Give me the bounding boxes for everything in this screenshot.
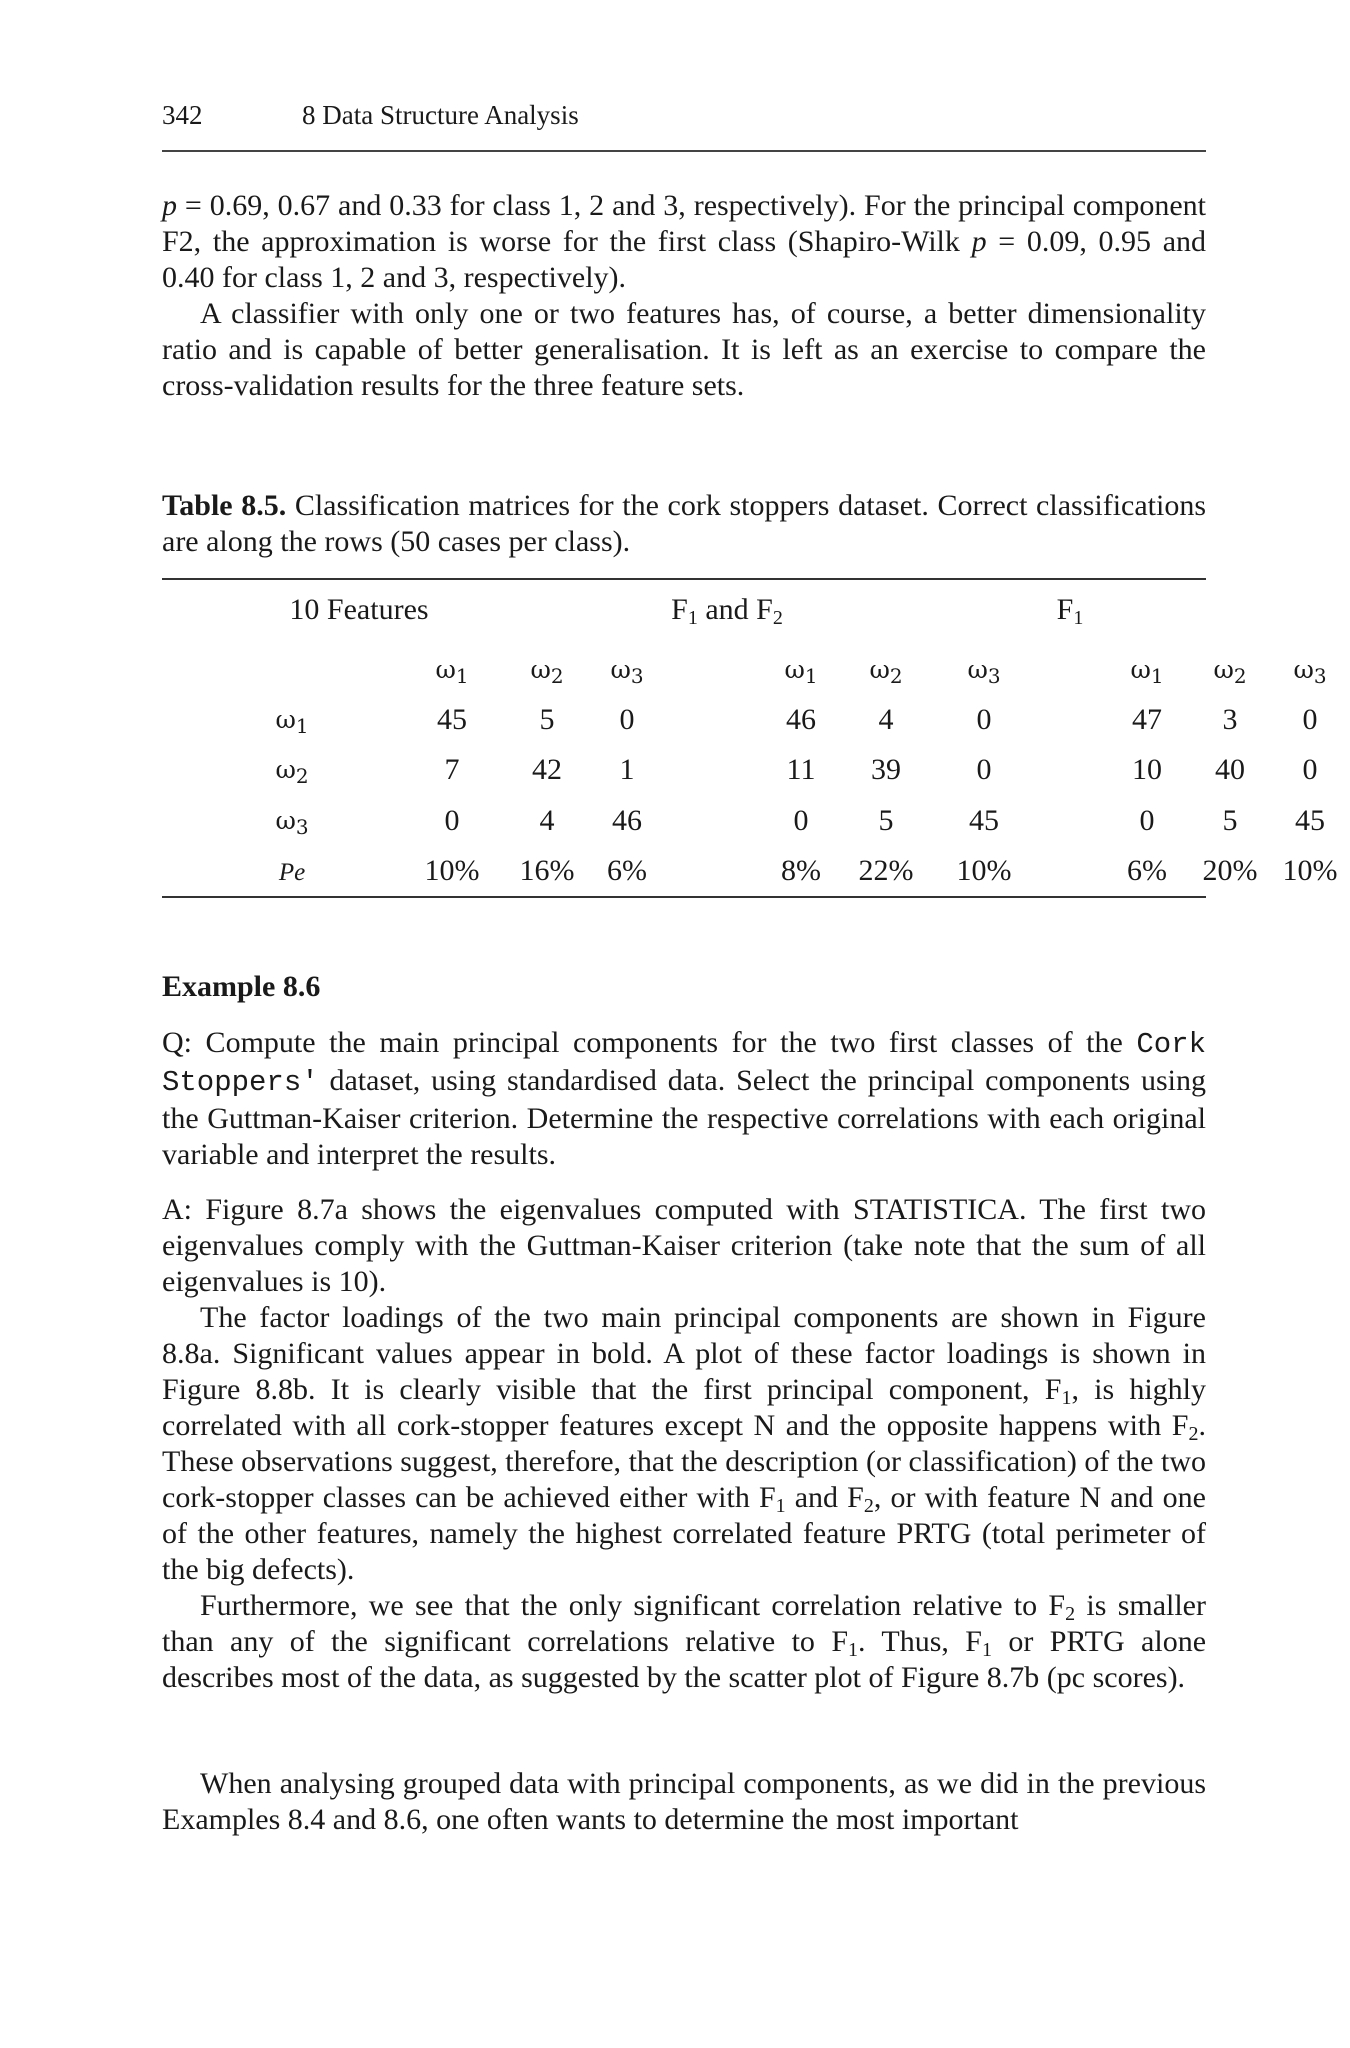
a3-sub-2: 1 bbox=[848, 1639, 859, 1661]
classification-table bbox=[162, 590, 1338, 890]
page-number: 342 bbox=[162, 100, 203, 130]
column-header bbox=[1213, 652, 1246, 688]
table-cell: 0 bbox=[1302, 753, 1318, 786]
table-cell: 11 bbox=[786, 753, 816, 786]
answer-paragraph-2 bbox=[162, 1300, 1206, 1588]
g2-sub-1: 1 bbox=[687, 607, 698, 629]
table-cell: 0 bbox=[1139, 804, 1155, 837]
a3-sub-1: 2 bbox=[1065, 1603, 1076, 1625]
a2-part-4: and F bbox=[785, 1481, 864, 1514]
column-header bbox=[530, 652, 563, 688]
omega-symbol: ω bbox=[610, 655, 631, 684]
a3-part-4: or PRTG alone describes most of the data, as suggested by the scatter plot of Figure 8.7b (pc scores). bbox=[162, 1625, 1207, 1694]
table-cell: 45 bbox=[969, 804, 999, 837]
table-cell: 4 bbox=[539, 804, 555, 837]
omega-subscript: 1 bbox=[804, 664, 818, 688]
pe-cell: 10% bbox=[424, 854, 480, 887]
pe-cell: 20% bbox=[1202, 854, 1258, 887]
omega-symbol: ω bbox=[1293, 655, 1314, 684]
example-question bbox=[162, 1025, 1206, 1173]
page-header bbox=[162, 100, 1206, 152]
p-variable-2: p bbox=[971, 225, 987, 258]
omega-symbol: ω bbox=[275, 755, 296, 784]
omega-subscript: 1 bbox=[295, 714, 309, 738]
column-header bbox=[1130, 652, 1163, 688]
column-header bbox=[967, 652, 1000, 688]
omega-symbol: ω bbox=[530, 655, 551, 684]
omega-symbol: ω bbox=[435, 655, 456, 684]
a3-part-3: . Thus, F bbox=[858, 1625, 982, 1658]
table-cell: 5 bbox=[1222, 804, 1238, 837]
column-header bbox=[610, 652, 643, 688]
table-label: Table 8.5. bbox=[162, 489, 287, 522]
running-title: 8 Data Structure Analysis bbox=[302, 100, 579, 130]
pe-cell: 22% bbox=[858, 854, 914, 887]
pe-cell: 6% bbox=[1127, 854, 1167, 887]
table-cell: 46 bbox=[612, 804, 642, 837]
omega-subscript: 3 bbox=[295, 815, 309, 839]
table-cell: 42 bbox=[532, 753, 562, 786]
table-cell: 5 bbox=[878, 804, 894, 837]
row-header bbox=[275, 803, 308, 839]
omega-subscript: 2 bbox=[1233, 664, 1247, 688]
omega-subscript: 3 bbox=[987, 664, 1001, 688]
answer-paragraph-3 bbox=[162, 1588, 1206, 1696]
table-cell: 0 bbox=[619, 703, 635, 736]
group-header-f1 bbox=[1057, 592, 1084, 628]
pe-label: Pe bbox=[278, 859, 306, 886]
omega-subscript: 2 bbox=[889, 664, 903, 688]
row-header bbox=[275, 752, 308, 788]
a3-part-1: Furthermore, we see that the only significant correlation relative to F bbox=[200, 1589, 1066, 1622]
g3-sub: 1 bbox=[1073, 607, 1084, 629]
omega-symbol: ω bbox=[784, 655, 805, 684]
intro-text-b: = 0.09, 0.95 and 0.40 for class 1, 2 and 3, respectively). bbox=[162, 225, 1207, 294]
table-cell: 45 bbox=[1295, 804, 1325, 837]
g3-f: F bbox=[1056, 593, 1074, 626]
omega-subscript: 2 bbox=[295, 764, 309, 788]
table-cell: 7 bbox=[444, 753, 460, 786]
a2-part-3: . These observations suggest, therefore, that the description (or classification) of the two cork-stopper classes can be achieved either with F bbox=[162, 1409, 1206, 1514]
g2-f: F bbox=[671, 593, 688, 626]
table-cell: 4 bbox=[878, 703, 894, 736]
table-cell: 5 bbox=[539, 703, 555, 736]
answer-paragraph-1: A: Figure 8.7a shows the eigenvalues computed with STATISTICA. The first two eigenvalues comply with the Guttman-Kaiser criterion (take note that the sum of all eigenvalues is 10). bbox=[162, 1193, 1206, 1298]
omega-symbol: ω bbox=[275, 806, 296, 835]
column-header bbox=[435, 652, 468, 688]
a3-sub-3: 1 bbox=[981, 1639, 992, 1661]
omega-subscript: 2 bbox=[550, 664, 564, 688]
a2-sub-2: 2 bbox=[1188, 1423, 1199, 1445]
table-cell: 0 bbox=[976, 753, 992, 786]
example-title: Example 8.6 bbox=[162, 970, 321, 1003]
omega-subscript: 3 bbox=[1313, 664, 1327, 688]
dataset-name: Cork Stoppers' bbox=[162, 1028, 1206, 1099]
table-cell: 46 bbox=[786, 703, 816, 736]
pe-cell: 6% bbox=[607, 854, 647, 887]
table-cell: 47 bbox=[1132, 703, 1162, 736]
pe-cell: 8% bbox=[781, 854, 821, 887]
omega-symbol: ω bbox=[869, 655, 890, 684]
omega-subscript: 1 bbox=[455, 664, 469, 688]
omega-symbol: ω bbox=[1130, 655, 1151, 684]
table-cell: 0 bbox=[444, 804, 460, 837]
question-prefix: Q: Compute the main principal components for the two first classes of the bbox=[162, 1026, 1137, 1059]
omega-subscript: 1 bbox=[1150, 664, 1164, 688]
table-caption bbox=[162, 488, 1206, 560]
pe-cell: 10% bbox=[956, 854, 1012, 887]
a2-part-2: , is highly correlated with all cork-stopper features except N and the opposite happens with F bbox=[162, 1373, 1206, 1442]
a2-part-5: , or with feature N and one of the other features, namely the highest correlated feature PRTG (total perimeter of the big defects). bbox=[162, 1481, 1206, 1586]
closing-paragraph: When analysing grouped data with principal components, as we did in the previous Examples 8.4 and 8.6, one often wants to determine the most important bbox=[162, 1767, 1206, 1836]
table-cell: 0 bbox=[976, 703, 992, 736]
table-cell: 0 bbox=[1302, 703, 1318, 736]
intro-paragraph-2: A classifier with only one or two features has, of course, a better dimensionality ratio and is capable of better generalisation. It is left as an exercise to compare the cross-validation results for the three feature sets. bbox=[162, 297, 1206, 402]
omega-symbol: ω bbox=[275, 705, 296, 734]
pe-cell: 10% bbox=[1282, 854, 1338, 887]
omega-subscript: 3 bbox=[630, 664, 644, 688]
intro-text-a: = 0.69, 0.67 and 0.33 for class 1, 2 and 3, respectively). For the principal component F2, the approximation is worse for the first class (Shapiro-Wilk bbox=[162, 189, 1206, 258]
omega-symbol: ω bbox=[967, 655, 988, 684]
row-header bbox=[275, 702, 308, 738]
table-cell: 45 bbox=[437, 703, 467, 736]
table-cell: 40 bbox=[1215, 753, 1245, 786]
table-cell: 1 bbox=[619, 753, 635, 786]
g2-sub-2: 2 bbox=[772, 607, 783, 629]
a2-part-1: The factor loadings of the two main principal components are shown in Figure 8.8a. Significant values appear in bold. A plot of these factor loadings is shown in Figure 8.8b. It is clearly visible that the first principal component, F bbox=[162, 1301, 1206, 1406]
group-header-f1-f2 bbox=[671, 592, 783, 628]
omega-symbol: ω bbox=[1213, 655, 1234, 684]
table-cell: 39 bbox=[871, 753, 901, 786]
column-header bbox=[869, 652, 902, 688]
column-header bbox=[1293, 652, 1326, 688]
pe-cell: 16% bbox=[519, 854, 575, 887]
question-suffix: dataset, using standardised data. Select the principal components using the Guttman-Kaiser criterion. Determine the respective correlations with each original variable and interpret the results. bbox=[162, 1064, 1206, 1171]
table-cell: 10 bbox=[1132, 753, 1162, 786]
a2-sub-4: 2 bbox=[863, 1495, 874, 1517]
table-cell: 0 bbox=[793, 804, 809, 837]
a3-part-2: is smaller than any of the significant correlations relative to F bbox=[162, 1589, 1206, 1658]
table-cell: 3 bbox=[1222, 703, 1238, 736]
group-header-10-features: 10 Features bbox=[289, 593, 429, 626]
intro-paragraph-1 bbox=[162, 188, 1206, 296]
table-bottom-rule bbox=[162, 896, 1206, 898]
a2-sub-3: 1 bbox=[775, 1495, 786, 1517]
a2-sub-1: 1 bbox=[1061, 1387, 1072, 1409]
g2-and: and F bbox=[697, 593, 773, 626]
table-caption-text: Classification matrices for the cork stoppers dataset. Correct classifications are along the rows (50 cases per class). bbox=[162, 489, 1206, 558]
table-top-rule bbox=[162, 578, 1206, 580]
column-header bbox=[784, 652, 817, 688]
p-variable: p bbox=[162, 189, 177, 222]
